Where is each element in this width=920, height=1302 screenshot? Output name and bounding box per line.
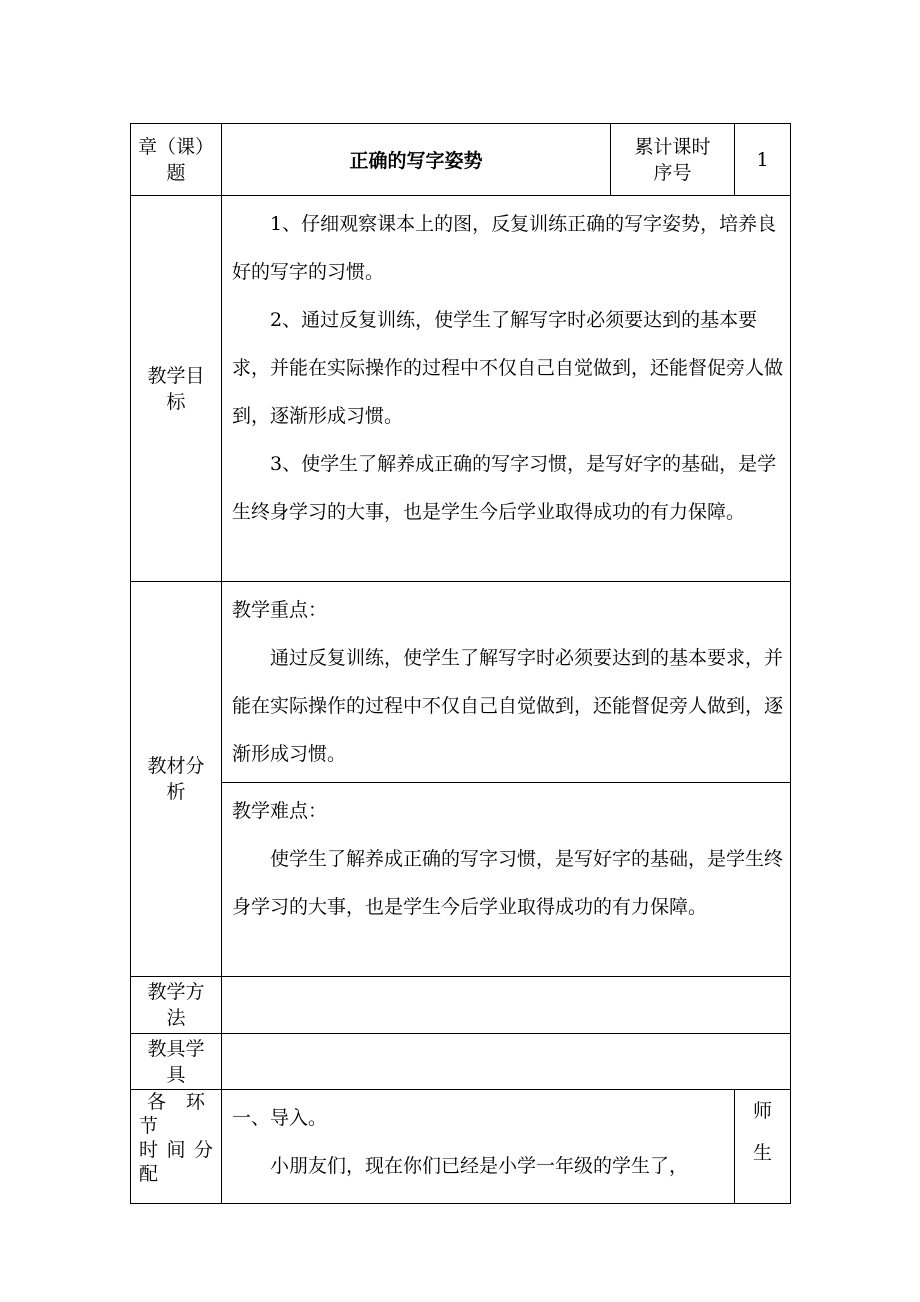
process-side-note <box>735 1090 791 1204</box>
process-step-1: 一、导入。 <box>232 1107 328 1129</box>
process-label-line2: 节 <box>139 1115 159 1137</box>
key-points-heading: 教学重点： <box>232 599 328 621</box>
process-label-line1: 各 环 <box>147 1091 205 1113</box>
chapter-label-line1: 章（课） <box>137 135 214 158</box>
side-note-line1: 师 <box>752 1100 772 1122</box>
lesson-title: 正确的写字姿势 <box>222 124 611 196</box>
key-points-content <box>222 582 791 783</box>
analysis-key-row <box>131 582 791 783</box>
analysis-label-cell <box>131 582 222 977</box>
process-content <box>222 1090 735 1204</box>
difficulty-content <box>222 783 791 977</box>
tools-label-line2: 具 <box>166 1063 186 1086</box>
lesson-number: 1 <box>735 124 791 196</box>
cumulative-label-line1: 累计课时 <box>634 135 711 158</box>
methods-row <box>131 977 791 1034</box>
lesson-plan-table <box>130 123 791 1204</box>
objectives-label-cell <box>131 196 222 582</box>
side-note-line2: 生 <box>752 1142 772 1164</box>
methods-label-line1: 教学方 <box>147 981 205 1003</box>
header-row <box>131 124 791 196</box>
key-points-text: 通过反复训练，使学生了解写字时必须要达到的基本要求，并能在实际操作的过程中不仅自己自觉做到，还能督促旁人做到，逐渐形成习惯。 <box>232 647 784 765</box>
analysis-difficulty-row <box>131 783 791 977</box>
process-label-line3: 时 间 分 <box>139 1139 213 1161</box>
cumulative-label-line2: 序号 <box>653 161 692 184</box>
methods-content <box>222 977 791 1034</box>
cumulative-label-cell <box>611 124 735 196</box>
tools-content <box>222 1034 791 1090</box>
process-step-1-text: 小朋友们，现在你们已经是小学一年级的学生了， <box>270 1155 689 1177</box>
tools-label-cell <box>131 1034 222 1090</box>
difficulty-text: 使学生了解养成正确的写字习惯，是写好字的基础，是学生终身学习的大事，也是学生今后学业取得成功的有力保障。 <box>232 848 784 918</box>
objectives-label-line2: 标 <box>166 390 186 413</box>
tools-row <box>131 1034 791 1090</box>
difficulty-heading: 教学难点： <box>232 800 328 822</box>
analysis-label-line2: 析 <box>166 781 186 803</box>
methods-label-line2: 法 <box>166 1007 186 1029</box>
methods-label-cell <box>131 977 222 1034</box>
process-row <box>131 1090 791 1204</box>
objectives-label-line1: 教学目 <box>147 364 205 387</box>
objectives-row <box>131 196 791 582</box>
objectives-content <box>222 196 791 582</box>
objective-item-3: 3、使学生了解养成正确的写字习惯，是写好字的基础，是学生终身学习的大事，也是学生今后学业取得成功的有力保障。 <box>232 453 777 523</box>
chapter-label-line2: 题 <box>166 161 186 184</box>
tools-label-line1: 教具学 <box>147 1037 205 1060</box>
analysis-label-line1: 教材分 <box>147 755 205 777</box>
objective-item-2: 2、通过反复训练，使学生了解写字时必须要达到的基本要求，并能在实际操作的过程中不仅自己自觉做到，还能督促旁人做到，逐渐形成习惯。 <box>232 309 784 427</box>
process-label-line4: 配 <box>139 1163 159 1185</box>
process-label-cell <box>131 1090 222 1204</box>
objective-item-1: 1、仔细观察课本上的图，反复训练正确的写字姿势，培养良好的写字的习惯。 <box>232 213 777 283</box>
chapter-label-cell <box>131 124 222 196</box>
